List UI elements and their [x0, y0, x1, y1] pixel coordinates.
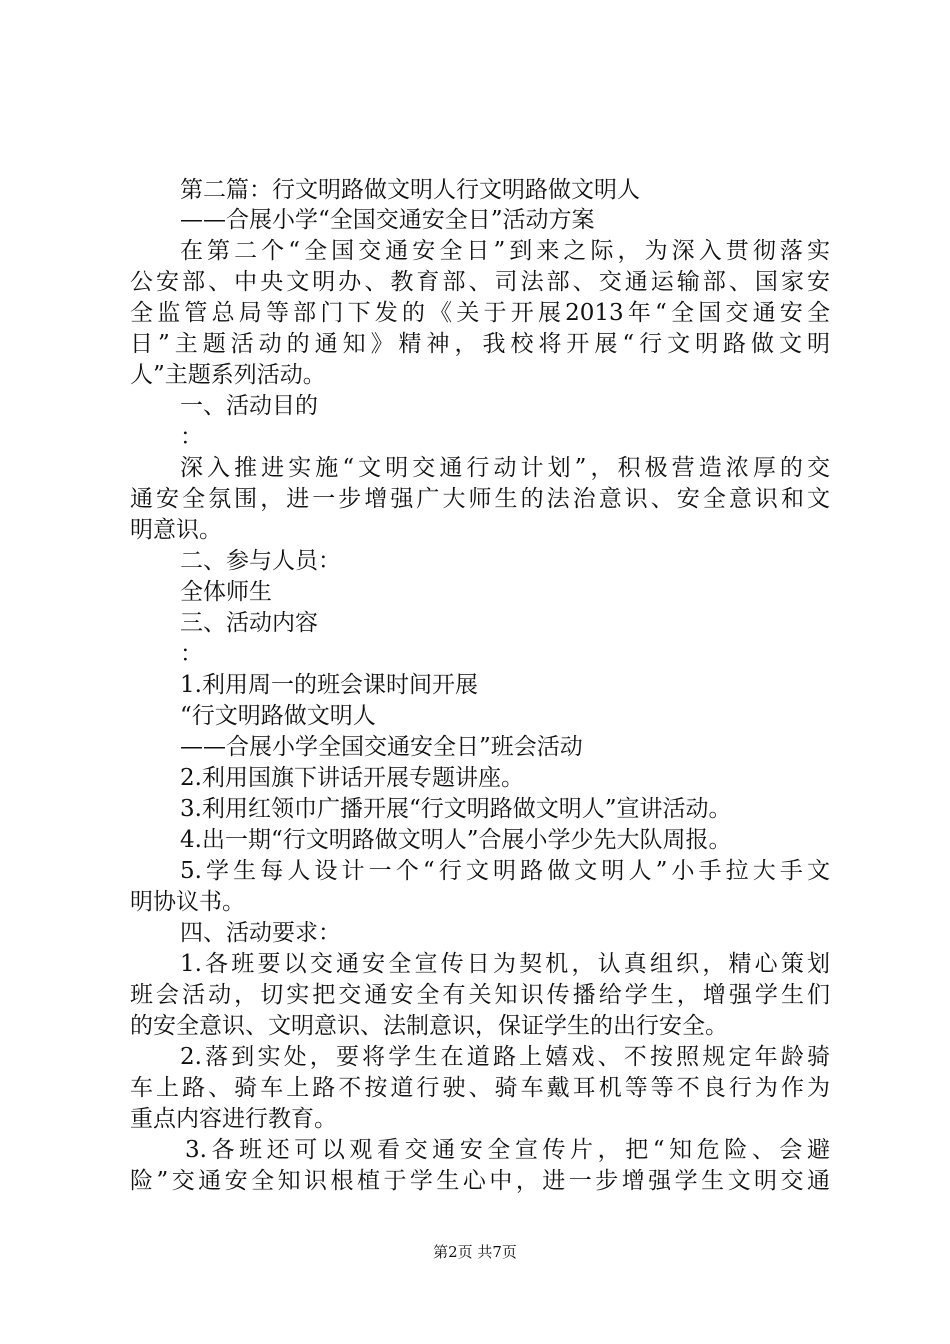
- list-item: 3.利用红领巾广播开展“行文明路做文明人”宣讲活动。: [180, 796, 732, 822]
- body-line: 人”主题系列活动。: [130, 362, 326, 388]
- title-line: 第二篇：行文明路做文明人行文明路做文明人: [180, 177, 640, 203]
- list-item: 4.出一期“行文明路做文明人”合展小学少先大队周报。: [180, 827, 732, 853]
- body-line: 在第二个“全国交通安全日”到来之际，为深入贯彻落实: [180, 238, 830, 264]
- body-line: 全监管总局等部门下发的《关于开展2013年“全国交通安全: [130, 300, 830, 326]
- body-line: 的安全意识、文明意识、法制意识，保证学生的出行安全。: [130, 1013, 728, 1039]
- body-line: 1.各班要以交通安全宣传日为契机，认真组织，精心策划: [180, 951, 830, 977]
- colon-line: ：: [180, 424, 203, 450]
- list-item: 1.利用周一的班会课时间开展: [180, 672, 478, 698]
- list-item: 2.利用国旗下讲话开展专题讲座。: [180, 765, 524, 791]
- body-line: 明意识。: [130, 517, 222, 543]
- page-footer: 第2页 共7页: [433, 1243, 517, 1261]
- body-line: 全体师生: [180, 579, 272, 605]
- list-item: ——合展小学全国交通安全日”班会活动: [180, 734, 583, 760]
- body-line: 重点内容进行教育。: [130, 1106, 337, 1132]
- body-line: 2.落到实处，要将学生在道路上嬉戏、不按照规定年龄骑: [180, 1044, 830, 1070]
- body-line: 公安部、中央文明办、教育部、司法部、交通运输部、国家安: [130, 269, 830, 295]
- section-heading: 一、活动目的: [180, 393, 318, 419]
- section-heading: 二、参与人员：: [180, 548, 341, 574]
- body-line: 险”交通安全知识根植于学生心中，进一步增强学生文明交通: [130, 1168, 830, 1194]
- body-line: 3.各班还可以观看交通安全宣传片，把“知危险、会避: [185, 1137, 830, 1163]
- subtitle-line: ——合展小学“全国交通安全日”活动方案: [180, 207, 595, 233]
- body-line: 车上路、骑车上路不按道行驶、骑车戴耳机等等不良行为作为: [130, 1075, 830, 1101]
- body-line: 班会活动，切实把交通安全有关知识传播给学生，增强学生们: [130, 982, 830, 1008]
- list-item: 明协议书。: [130, 889, 245, 915]
- body-line: 深入推进实施“文明交通行动计划”，积极营造浓厚的交: [180, 455, 830, 481]
- list-item: “行文明路做文明人: [180, 703, 376, 729]
- body-line: 日”主题活动的通知》精神，我校将开展“行文明路做文明: [130, 331, 830, 357]
- body-line: 通安全氛围，进一步增强广大师生的法治意识、安全意识和文: [130, 486, 830, 512]
- list-item: 5.学生每人设计一个“行文明路做文明人”小手拉大手文: [180, 858, 830, 884]
- section-heading: 四、活动要求：: [180, 920, 341, 946]
- section-heading: 三、活动内容: [180, 610, 318, 636]
- colon-line: ：: [180, 641, 203, 667]
